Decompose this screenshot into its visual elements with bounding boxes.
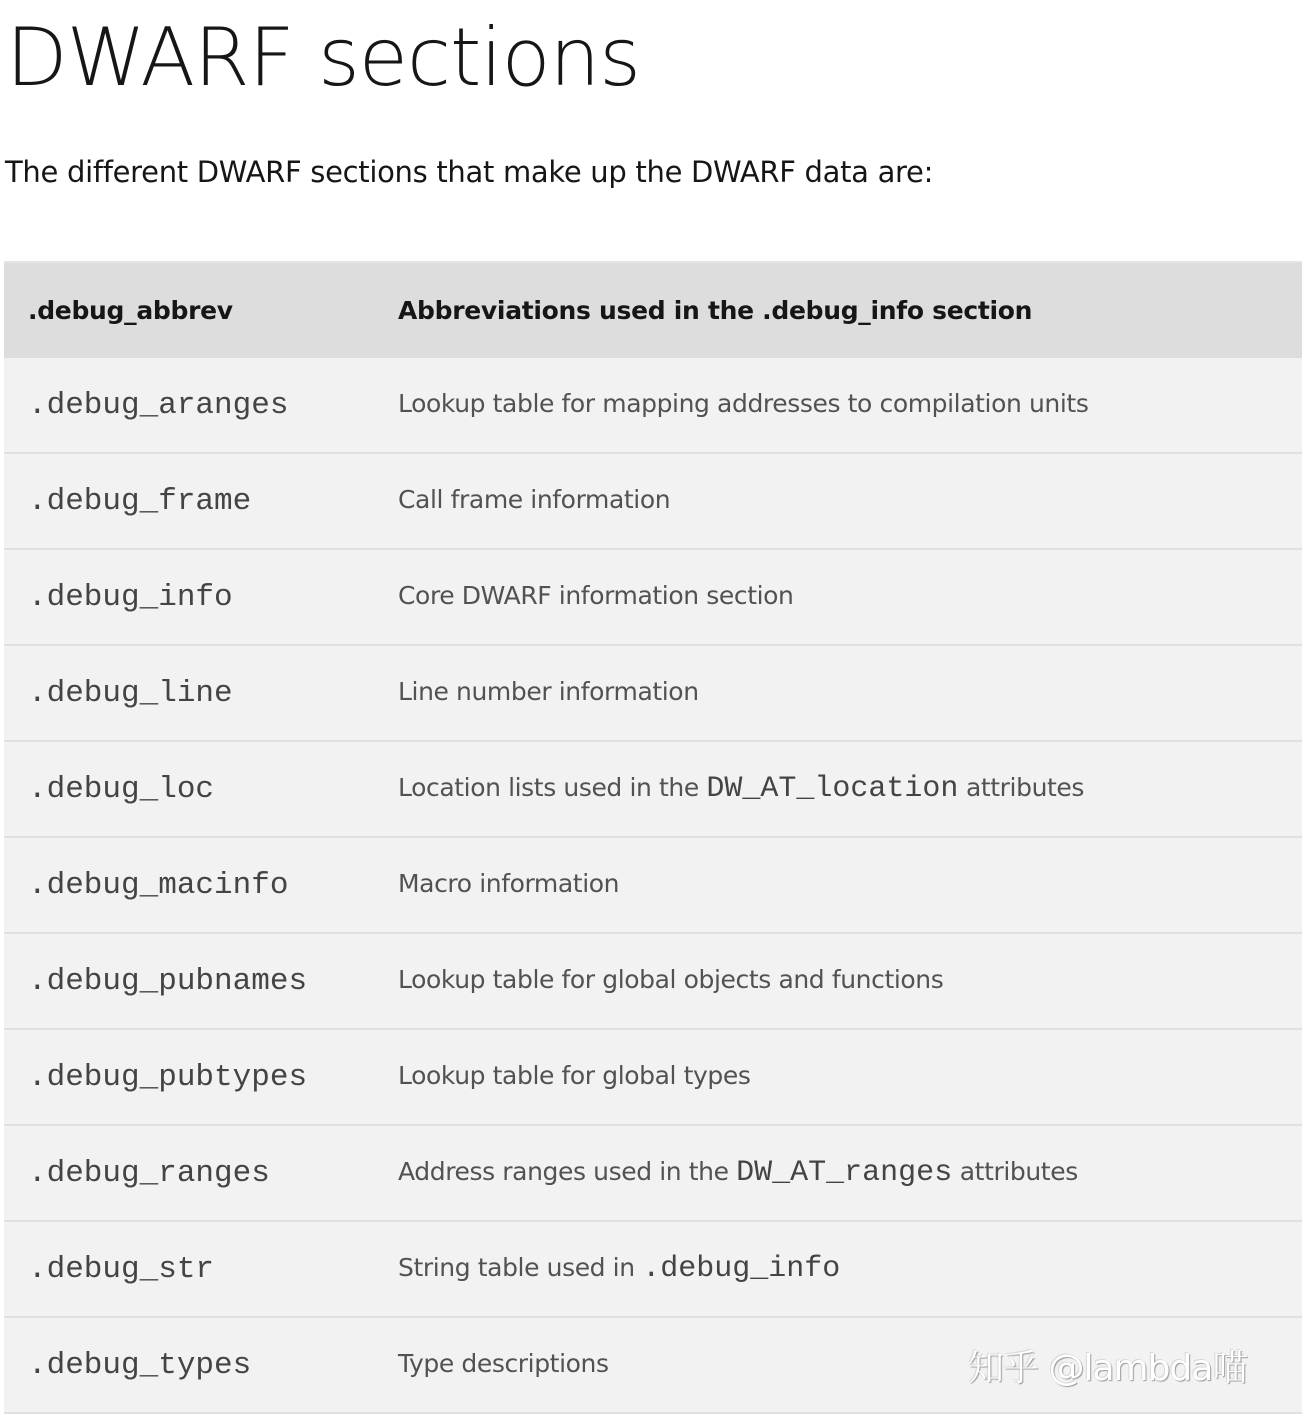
table-row [4, 742, 1302, 838]
description-code: DW_AT_ranges [736, 1156, 953, 1190]
description-text: Core DWARF information section [398, 581, 794, 610]
description-text: Type descriptions [398, 1349, 609, 1378]
table-row [4, 1126, 1302, 1222]
description-text: Location lists used in the [398, 773, 707, 802]
table-row [4, 646, 1302, 742]
section-description-cell [398, 676, 1302, 710]
section-description-cell [398, 964, 1302, 998]
dwarf-sections-table [4, 261, 1302, 1414]
table-row [4, 1222, 1302, 1318]
section-description-cell [398, 1060, 1302, 1094]
table-row [4, 454, 1302, 550]
description-text: Line number information [398, 677, 699, 706]
section-name-cell: .debug_ranges [28, 1155, 270, 1191]
section-description-cell [398, 772, 1302, 806]
description-text: Call frame information [398, 485, 671, 514]
section-name-cell: .debug_pubnames [28, 963, 308, 999]
section-description-cell [398, 1252, 1302, 1286]
intro-paragraph: The different DWARF sections that make up the DWARF data are: [5, 155, 934, 189]
table-header-row [4, 263, 1302, 358]
section-name-cell: .debug_str [28, 1251, 215, 1287]
description-text: Lookup table for global objects and functions [398, 965, 944, 994]
section-description-cell [398, 1156, 1302, 1190]
description-text-suffix: attributes [958, 773, 1085, 802]
section-description-cell [398, 388, 1302, 422]
description-text: Address ranges used in the [398, 1157, 737, 1186]
section-description-cell [398, 484, 1302, 518]
header-description-cell: Abbreviations used in the .debug_info section [398, 296, 1033, 325]
description-text: String table used in [398, 1253, 643, 1282]
description-text: Macro information [398, 869, 620, 898]
section-name-cell: .debug_types [28, 1347, 252, 1383]
section-name-cell: .debug_frame [28, 483, 252, 519]
table-row [4, 1030, 1302, 1126]
section-description-cell [398, 580, 1302, 614]
table-row [4, 550, 1302, 646]
section-name-cell: .debug_line [28, 675, 233, 711]
description-text: Lookup table for mapping addresses to compilation units [398, 389, 1089, 418]
section-name-cell: .debug_pubtypes [28, 1059, 308, 1095]
section-name-cell: .debug_loc [28, 771, 215, 807]
header-section-cell: .debug_abbrev [28, 296, 233, 325]
section-name-cell: .debug_aranges [28, 387, 289, 423]
watermark: 知乎 @lambda喵 [968, 1348, 1248, 1389]
description-text-suffix: attributes [952, 1157, 1078, 1186]
description-code: .debug_info [642, 1252, 841, 1286]
section-name-cell: .debug_macinfo [28, 867, 289, 903]
description-code: DW_AT_location [706, 772, 959, 806]
description-text: Lookup table for global types [398, 1061, 751, 1090]
section-name-cell: .debug_info [28, 579, 233, 615]
table-row [4, 838, 1302, 934]
page-title: DWARF sections [6, 11, 640, 104]
table-row [4, 934, 1302, 1030]
section-description-cell [398, 868, 1302, 902]
table-row [4, 358, 1302, 454]
